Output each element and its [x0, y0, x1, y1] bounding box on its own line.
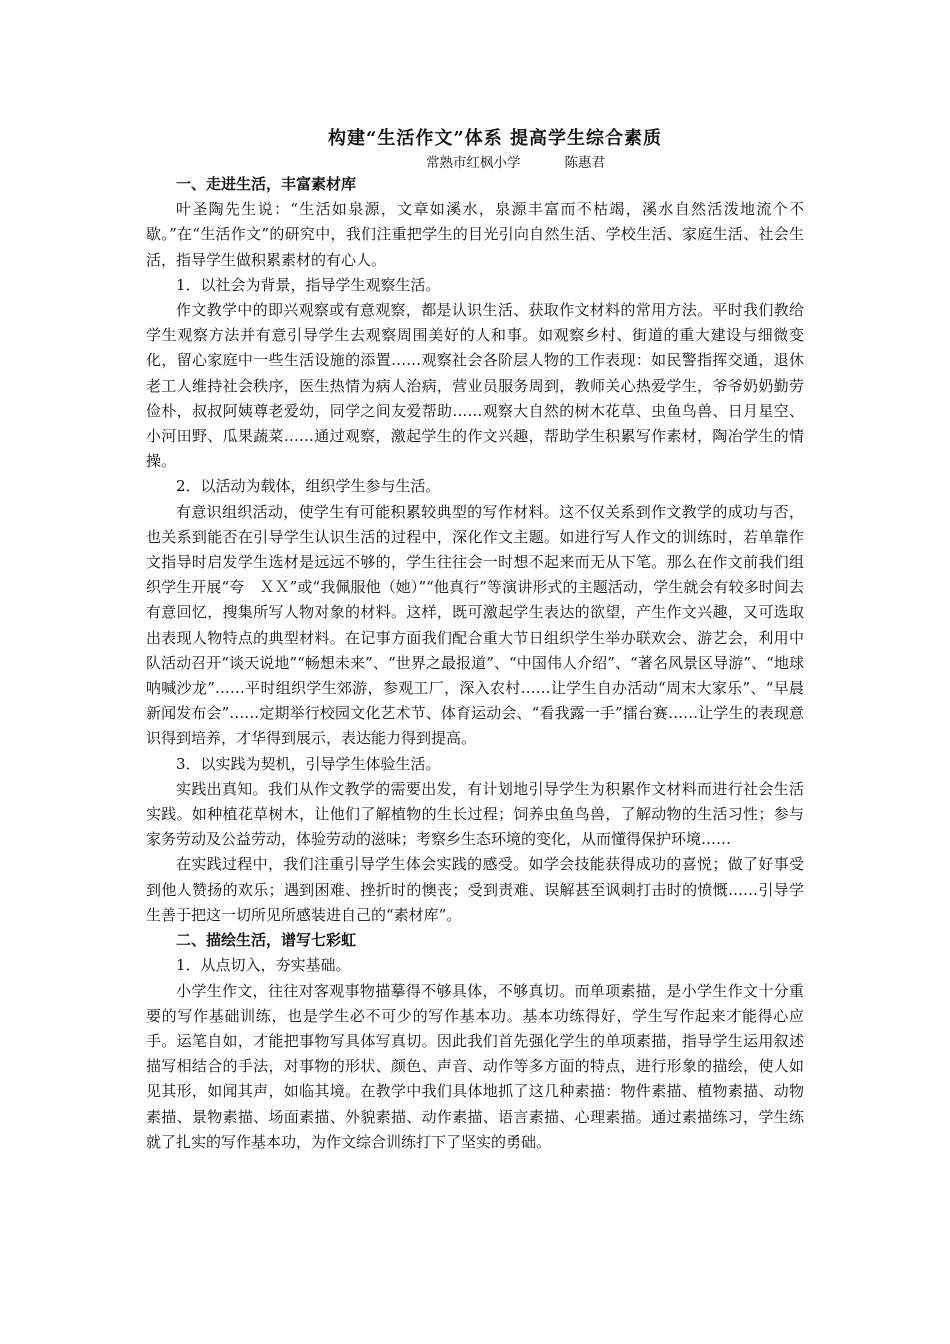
- section-heading: 一、走进生活，丰富素材库: [176, 175, 357, 193]
- body-paragraph: 小学生作文，往往对客观事物描摹得不够具体，不够真切。而单项素描，是小学生作文十分重要的写作基础训练，也是学生必不可少的写作基本功。基本功练得好，学生写作起来才能得心应手。运笔自如，才能把事物写具体写真切。因此我们首先强化学生的单项素描，指导学生运用叙述描写相结合的手法，对事物的形状、颜色、声音、动作等多方面的特点，进行形象的描绘，使人如见其形，如闻其声，如临其境。在教学中我们具体地抓了这几种素描：物件素描、植物素描、动物素描、景物素描、场面素描、外貌素描、动作素描、语言素描、心理素描。通过素描练习，学生练就了扎实的写作基本功，为作文综合训练打下了坚实的勇础。: [146, 981, 804, 1151]
- body-paragraph: 实践出真知。我们从作文教学的需要出发，有计划地引导学生为积累作文材料而进行社会生活实践。如种植花草树木，让他们了解植物的生长过程；饲养虫鱼鸟兽，了解动物的生活习性；参与家务劳动及公益劳动，体验劳动的滋味；考察乡生态环境的变化，从而懂得保护环境……: [146, 779, 804, 849]
- school-name: 常熟市红枫小学: [426, 155, 521, 171]
- section-heading: 二、描绘生活，谱写七彩虹: [176, 931, 357, 950]
- body-paragraph: 有意识组织活动，使学生有可能积累较典型的写作材料。这不仅关系到作文教学的成功与否，也关系到能否在引导学生认识生活的过程中，深化作文主题。如进行写人作文的训练时，若单靠作文指导时启发学生选材是远远不够的，学生往往会一时想不起来而无从下笔。那么在作文前我们组织学生开展“夸 ＸＸ”或“我佩服他（她）”“他真行”等演讲形式的主题活动，学生就会有较多时间去有意回忆，搜集所写人物对象的材料。这样，既可激起学生表达的欲望，产生作文兴趣，又可选取出表现人物特点的典型材料。在记事方面我们配合重大节日组织学生举办联欢会、游艺会，利用中队活动召开“谈天说地”“畅想未来”、“世界之最报道”、“中国伟人介绍”、“著名风景区导游”、“地球呐喊沙龙”……平时组织学生郊游，参观工厂，深入农村……让学生自办活动“周末大家乐”、“早晨新闻发布会”……定期举行校园文化艺术节、体育运动会、“看我露一手”擂台赛……让学生的表现意识得到培养，才华得到展示，表达能力得到提高。: [146, 502, 804, 748]
- subsection-heading: 1．以社会为背景，指导学生观察生活。: [176, 275, 441, 294]
- body-paragraph: 作文教学中的即兴观察或有意观察，都是认识生活、获取作文材料的常用方法。平时我们教给学生观察方法并有意引导学生去观察周围美好的人和事。如观察乡村、街道的重大建设与细微变化，留心家庭中一些生活设施的添置……观察社会各阶层人物的工作表现：如民警指挥交通，退休老工人维持社会秩序，医生热情为病人治病，营业员服务周到，教师关心热爱学生，爷爷奶奶勤劳俭朴，叔叔阿姨尊老爱幼，同学之间友爱帮助……观察大自然的树木花草、虫鱼鸟兽、日月星空、小河田野、瓜果蔬菜……通过观察，激起学生的作文兴趣，帮助学生积累写作素材，陶冶学生的情操。: [146, 301, 804, 471]
- document-title: 构建“生活作文”体系 提高学生综合素质: [328, 128, 662, 149]
- body-paragraph: 在实践过程中，我们注重引导学生体会实践的感受。如学会技能获得成功的喜悦；做了好事受到他人赞扬的欢乐；遇到困难、挫折时的懊丧；受到责难、误解甚至讽刺打击时的愤慨……引导学生善于把这一切所见所感装进自己的“素材库”。: [146, 855, 804, 924]
- body-paragraph: 叶圣陶先生说：“生活如泉源，文章如溪水，泉源丰富而不枯竭，溪水自然活泼地流个不歇。”在“生活作文”的研究中，我们注重把学生的目光引向自然生活、学校生活、家庭生活、社会生活，指导学生做积累素材的有心人。: [146, 200, 804, 269]
- byline: [426, 154, 804, 172]
- subsection-heading: 2．以活动为载体，组织学生参与生活。: [176, 477, 441, 496]
- document-body: [146, 172, 804, 1155]
- document-page: [146, 124, 804, 1155]
- author-name: 陈惠君: [564, 155, 605, 171]
- subsection-heading: 3．以实践为契机，引导学生体验生活。: [176, 754, 441, 773]
- subsection-heading: 1．从点切入，夯实基础。: [176, 956, 351, 975]
